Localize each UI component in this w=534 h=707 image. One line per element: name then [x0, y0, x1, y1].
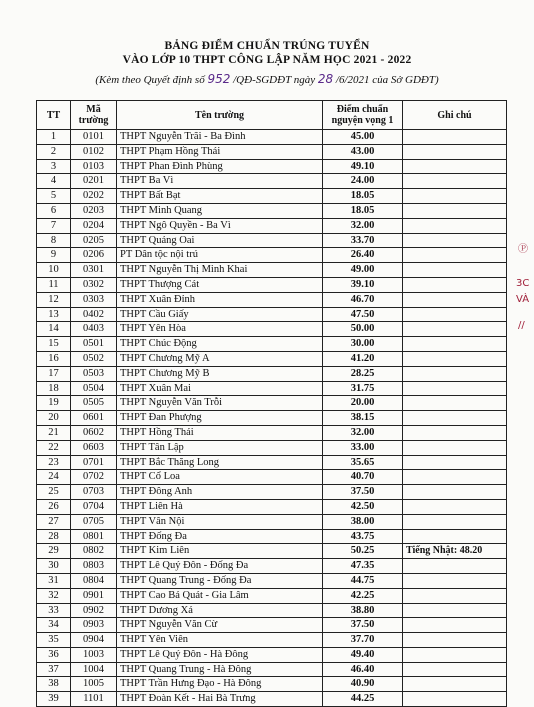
school-code: 0504: [71, 381, 117, 396]
row-number: 5: [37, 189, 71, 204]
row-number: 39: [37, 692, 71, 707]
cutoff-score: 35.65: [323, 455, 403, 470]
school-name: THPT Phạm Hồng Thái: [117, 144, 323, 159]
school-code: 1005: [71, 677, 117, 692]
school-code: 0301: [71, 263, 117, 278]
cutoff-score: 38.00: [323, 514, 403, 529]
cutoff-score: 37.70: [323, 633, 403, 648]
school-code: 0802: [71, 544, 117, 559]
row-number: 29: [37, 544, 71, 559]
school-name: THPT Nguyễn Văn Trỗi: [117, 396, 323, 411]
note: [403, 440, 507, 455]
school-code: 0601: [71, 411, 117, 426]
cutoff-score: 49.40: [323, 647, 403, 662]
cutoff-score: 44.75: [323, 573, 403, 588]
row-number: 15: [37, 337, 71, 352]
row-number: 16: [37, 351, 71, 366]
margin-annotations: [516, 240, 534, 360]
row-number: 24: [37, 470, 71, 485]
decision-middle: /QĐ-SGDĐT ngày: [233, 74, 316, 86]
cutoff-score: 44.25: [323, 692, 403, 707]
row-number: 10: [37, 263, 71, 278]
note: [403, 603, 507, 618]
table-row: [37, 203, 507, 218]
school-code: 0503: [71, 366, 117, 381]
table-row: [37, 677, 507, 692]
row-number: 18: [37, 381, 71, 396]
school-code: 0203: [71, 203, 117, 218]
table-row: [37, 159, 507, 174]
table-row: [37, 499, 507, 514]
school-code: 0702: [71, 470, 117, 485]
row-number: 20: [37, 411, 71, 426]
note: [403, 292, 507, 307]
school-code: 0804: [71, 573, 117, 588]
school-name: THPT Chúc Động: [117, 337, 323, 352]
margin-mark: //: [518, 320, 525, 331]
school-name: THPT Ngô Quyền - Ba Vì: [117, 218, 323, 233]
note: [403, 455, 507, 470]
school-name: THPT Phan Đình Phùng: [117, 159, 323, 174]
row-number: 30: [37, 559, 71, 574]
cutoff-score: 41.20: [323, 351, 403, 366]
school-code: 0505: [71, 396, 117, 411]
note: [403, 248, 507, 263]
cutoff-score: 32.00: [323, 218, 403, 233]
cutoff-score: 37.50: [323, 485, 403, 500]
row-number: 3: [37, 159, 71, 174]
school-code: 0603: [71, 440, 117, 455]
table-row: [37, 588, 507, 603]
school-name: THPT Cổ Loa: [117, 470, 323, 485]
table-row: [37, 351, 507, 366]
school-name: THPT Cầu Giấy: [117, 307, 323, 322]
table-row: [37, 573, 507, 588]
school-name: PT Dân tộc nội trú: [117, 248, 323, 263]
school-name: THPT Nguyễn Thị Minh Khai: [117, 263, 323, 278]
note: [403, 174, 507, 189]
table-row: [37, 692, 507, 707]
table-row: [37, 396, 507, 411]
school-code: 0402: [71, 307, 117, 322]
school-name: THPT Đoàn Kết - Hai Bà Trưng: [117, 692, 323, 707]
school-code: 0801: [71, 529, 117, 544]
cutoff-score: 40.90: [323, 677, 403, 692]
row-number: 11: [37, 277, 71, 292]
col-header-score: Điểm chuẩn nguyện vọng 1: [323, 101, 403, 130]
school-code: 0102: [71, 144, 117, 159]
school-name: THPT Quảng Oai: [117, 233, 323, 248]
note: [403, 662, 507, 677]
table-row: [37, 292, 507, 307]
margin-mark: Ⓟ: [518, 244, 528, 255]
school-code: 0705: [71, 514, 117, 529]
school-code: 0501: [71, 337, 117, 352]
cutoff-score: 20.00: [323, 396, 403, 411]
row-number: 35: [37, 633, 71, 648]
table-row: [37, 144, 507, 159]
note: [403, 411, 507, 426]
school-code: 0206: [71, 248, 117, 263]
note: [403, 692, 507, 707]
table-row: [37, 366, 507, 381]
school-name: THPT Đống Đa: [117, 529, 323, 544]
school-code: 0602: [71, 425, 117, 440]
school-name: THPT Đông Anh: [117, 485, 323, 500]
school-name: THPT Nguyễn Trãi - Ba Đình: [117, 130, 323, 145]
note: Tiếng Nhật: 48.20: [403, 544, 507, 559]
row-number: 2: [37, 144, 71, 159]
school-code: 0101: [71, 130, 117, 145]
document-title: BẢNG ĐIỂM CHUẨN TRÚNG TUYỂN: [164, 40, 370, 52]
school-code: 0202: [71, 189, 117, 204]
note: [403, 218, 507, 233]
school-name: THPT Bắc Thăng Long: [117, 455, 323, 470]
school-name: THPT Yên Viên: [117, 633, 323, 648]
cutoff-score: 50.25: [323, 544, 403, 559]
decision-reference: [0, 72, 534, 86]
table-header-row: [37, 101, 507, 130]
note: [403, 366, 507, 381]
school-name: THPT Chương Mỹ B: [117, 366, 323, 381]
school-code: 1101: [71, 692, 117, 707]
table-row: [37, 455, 507, 470]
row-number: 13: [37, 307, 71, 322]
school-name: THPT Lê Quý Đôn - Hà Đông: [117, 647, 323, 662]
cutoff-score: 33.70: [323, 233, 403, 248]
school-code: 0901: [71, 588, 117, 603]
school-code: 0803: [71, 559, 117, 574]
row-number: 36: [37, 647, 71, 662]
cutoff-score: 39.10: [323, 277, 403, 292]
school-name: THPT Dương Xá: [117, 603, 323, 618]
note: [403, 307, 507, 322]
school-name: THPT Minh Quang: [117, 203, 323, 218]
cutoff-score: 42.50: [323, 499, 403, 514]
margin-mark: 3C: [516, 278, 530, 289]
table-row: [37, 662, 507, 677]
school-code: 0303: [71, 292, 117, 307]
col-header-school: Tên trường: [117, 101, 323, 130]
cutoff-score: 28.25: [323, 366, 403, 381]
school-code: 0704: [71, 499, 117, 514]
note: [403, 470, 507, 485]
decision-number: 952: [207, 72, 231, 86]
table-row: [37, 529, 507, 544]
note: [403, 381, 507, 396]
cutoff-score: 49.10: [323, 159, 403, 174]
school-code: 0204: [71, 218, 117, 233]
school-code: 0902: [71, 603, 117, 618]
school-code: 0302: [71, 277, 117, 292]
school-code: 1004: [71, 662, 117, 677]
school-code: 0701: [71, 455, 117, 470]
cutoff-score: 30.00: [323, 337, 403, 352]
document-subtitle: VÀO LỚP 10 THPT CÔNG LẬP NĂM HỌC 2021 - 2022: [122, 54, 412, 66]
school-code: 0703: [71, 485, 117, 500]
school-name: THPT Chương Mỹ A: [117, 351, 323, 366]
table-row: [37, 307, 507, 322]
school-name: THPT Nguyễn Văn Cừ: [117, 618, 323, 633]
table-row: [37, 218, 507, 233]
school-code: 0205: [71, 233, 117, 248]
school-code: 1003: [71, 647, 117, 662]
cutoff-score: 45.00: [323, 130, 403, 145]
cutoff-score: 31.75: [323, 381, 403, 396]
row-number: 32: [37, 588, 71, 603]
school-code: 0903: [71, 618, 117, 633]
row-number: 21: [37, 425, 71, 440]
school-name: THPT Vân Nội: [117, 514, 323, 529]
cutoff-score: 18.05: [323, 189, 403, 204]
table-row: [37, 425, 507, 440]
table-row: [37, 381, 507, 396]
table-row: [37, 174, 507, 189]
school-code: 0403: [71, 322, 117, 337]
row-number: 22: [37, 440, 71, 455]
cutoff-score: 49.00: [323, 263, 403, 278]
school-code: 0103: [71, 159, 117, 174]
cutoff-score: 46.40: [323, 662, 403, 677]
row-number: 27: [37, 514, 71, 529]
cutoff-score: 37.50: [323, 618, 403, 633]
note: [403, 677, 507, 692]
note: [403, 277, 507, 292]
table-row: [37, 248, 507, 263]
row-number: 37: [37, 662, 71, 677]
cutoff-score: 47.35: [323, 559, 403, 574]
row-number: 31: [37, 573, 71, 588]
table-row: [37, 440, 507, 455]
school-name: THPT Liên Hà: [117, 499, 323, 514]
table-row: [37, 322, 507, 337]
table-row: [37, 277, 507, 292]
scores-table: [36, 100, 507, 707]
note: [403, 263, 507, 278]
note: [403, 588, 507, 603]
school-code: 0201: [71, 174, 117, 189]
school-name: THPT Quang Trung - Đống Đa: [117, 573, 323, 588]
row-number: 17: [37, 366, 71, 381]
margin-mark: VÀ: [516, 294, 530, 305]
row-number: 9: [37, 248, 71, 263]
cutoff-score: 24.00: [323, 174, 403, 189]
note: [403, 159, 507, 174]
school-name: THPT Xuân Mai: [117, 381, 323, 396]
table-row: [37, 544, 507, 559]
table-row: [37, 647, 507, 662]
row-number: 6: [37, 203, 71, 218]
note: [403, 485, 507, 500]
school-name: THPT Trần Hưng Đạo - Hà Đông: [117, 677, 323, 692]
school-name: THPT Hồng Thái: [117, 425, 323, 440]
table-row: [37, 189, 507, 204]
school-name: THPT Ba Vì: [117, 174, 323, 189]
cutoff-score: 43.75: [323, 529, 403, 544]
table-row: [37, 263, 507, 278]
cutoff-score: 26.40: [323, 248, 403, 263]
note: [403, 189, 507, 204]
school-name: THPT Yên Hòa: [117, 322, 323, 337]
row-number: 25: [37, 485, 71, 500]
note: [403, 322, 507, 337]
note: [403, 573, 507, 588]
row-number: 38: [37, 677, 71, 692]
note: [403, 233, 507, 248]
decision-day: 28: [317, 72, 334, 86]
school-name: THPT Kim Liên: [117, 544, 323, 559]
cutoff-score: 40.70: [323, 470, 403, 485]
col-header-tt: TT: [37, 101, 71, 130]
row-number: 12: [37, 292, 71, 307]
row-number: 23: [37, 455, 71, 470]
table-row: [37, 514, 507, 529]
table-row: [37, 485, 507, 500]
col-header-note: Ghi chú: [403, 101, 507, 130]
note: [403, 633, 507, 648]
cutoff-score: 46.70: [323, 292, 403, 307]
document-header: [0, 40, 534, 86]
decision-prefix: (Kèm theo Quyết định số: [95, 74, 205, 86]
cutoff-score: 32.00: [323, 425, 403, 440]
school-name: THPT Quang Trung - Hà Đông: [117, 662, 323, 677]
row-number: 4: [37, 174, 71, 189]
cutoff-score: 38.15: [323, 411, 403, 426]
decision-suffix: /6/2021 của Sở GDĐT): [335, 74, 439, 86]
row-number: 26: [37, 499, 71, 514]
note: [403, 529, 507, 544]
cutoff-score: 47.50: [323, 307, 403, 322]
cutoff-score: 33.00: [323, 440, 403, 455]
school-code: 0502: [71, 351, 117, 366]
table-row: [37, 337, 507, 352]
school-name: THPT Lê Quý Đôn - Đống Đa: [117, 559, 323, 574]
note: [403, 647, 507, 662]
note: [403, 559, 507, 574]
table-row: [37, 603, 507, 618]
note: [403, 351, 507, 366]
cutoff-score: 38.80: [323, 603, 403, 618]
row-number: 7: [37, 218, 71, 233]
school-code: 0904: [71, 633, 117, 648]
note: [403, 499, 507, 514]
row-number: 14: [37, 322, 71, 337]
school-name: THPT Thượng Cát: [117, 277, 323, 292]
school-name: THPT Bất Bạt: [117, 189, 323, 204]
note: [403, 425, 507, 440]
table-row: [37, 233, 507, 248]
note: [403, 618, 507, 633]
table-row: [37, 411, 507, 426]
note: [403, 144, 507, 159]
table-row: [37, 470, 507, 485]
cutoff-score: 42.25: [323, 588, 403, 603]
row-number: 28: [37, 529, 71, 544]
note: [403, 396, 507, 411]
row-number: 19: [37, 396, 71, 411]
school-name: THPT Tân Lập: [117, 440, 323, 455]
table-row: [37, 130, 507, 145]
school-name: THPT Xuân Đỉnh: [117, 292, 323, 307]
row-number: 1: [37, 130, 71, 145]
table-row: [37, 618, 507, 633]
note: [403, 203, 507, 218]
col-header-code: Mã trường: [71, 101, 117, 130]
school-name: THPT Cao Bá Quát - Gia Lâm: [117, 588, 323, 603]
note: [403, 130, 507, 145]
row-number: 33: [37, 603, 71, 618]
cutoff-score: 18.05: [323, 203, 403, 218]
row-number: 34: [37, 618, 71, 633]
cutoff-score: 43.00: [323, 144, 403, 159]
table-row: [37, 559, 507, 574]
note: [403, 514, 507, 529]
table-row: [37, 633, 507, 648]
note: [403, 337, 507, 352]
row-number: 8: [37, 233, 71, 248]
school-name: THPT Đan Phượng: [117, 411, 323, 426]
cutoff-score: 50.00: [323, 322, 403, 337]
